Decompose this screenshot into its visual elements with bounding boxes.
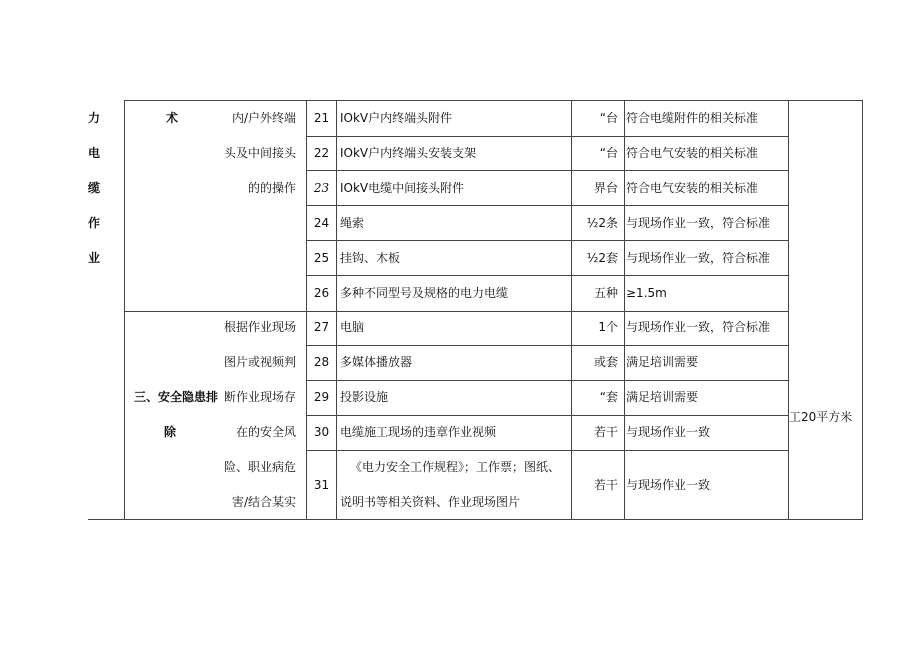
row-number: 23 (313, 181, 330, 195)
section2-task-line: 害/结合某实 (231, 495, 296, 509)
section2-category-line: 除 (163, 425, 176, 439)
row-divider (306, 205, 788, 206)
item-requirement: 与现场作业一致，符合标准 (626, 216, 771, 230)
row-divider (306, 380, 788, 381)
row-number: 25 (313, 251, 330, 265)
row-divider (306, 170, 788, 171)
col-border (124, 100, 125, 520)
row-divider (306, 275, 788, 276)
left-label-char: 力 (87, 111, 100, 125)
item-quantity: 若干 (593, 478, 618, 492)
item-name: 绳索 (340, 216, 365, 230)
col-border (306, 100, 307, 520)
item-quantity: “台 (599, 146, 618, 160)
row-divider (306, 345, 788, 346)
item-requirement: 符合电缆附件的相关标准 (626, 111, 759, 125)
item-requirement: 符合电气安装的相关标准 (626, 181, 759, 195)
item-quantity: 若干 (593, 425, 618, 439)
item-requirement: 与现场作业一致 (626, 478, 711, 492)
row-number: 27 (313, 320, 330, 334)
item-requirement: ≥1.5m (626, 286, 667, 300)
item-quantity: 或套 (593, 355, 618, 369)
section2-category-line: 三、安全隐患排 (133, 390, 218, 404)
item-name: 多媒体播放器 (340, 355, 413, 369)
item-requirement: 与现场作业一致，符合标准 (626, 320, 771, 334)
item-name: 挂钩、木板 (340, 251, 401, 265)
item-quantity: 五种 (593, 286, 618, 300)
item-quantity: ½2条 (586, 216, 618, 230)
section1-category: 术 (165, 111, 178, 125)
item-name-line: 说明书等相关资料、作业现场图片 (340, 495, 521, 509)
item-requirement: 满足培训需要 (626, 355, 699, 369)
row-divider (306, 450, 788, 451)
section2-task-line: 断作业现场存 (223, 390, 296, 404)
row-divider (306, 240, 788, 241)
item-name: IOkV户内终端头附件 (340, 111, 453, 125)
section1-task-line: 的的操作 (247, 181, 296, 195)
section2-task-line: 图片或视频判 (223, 355, 296, 369)
item-quantity: 1个 (598, 320, 618, 334)
col-border (624, 100, 625, 520)
table-top-border (124, 100, 862, 101)
item-name-line: 《电力安全工作规程》；工作票；图纸、 (350, 460, 561, 474)
row-divider (306, 136, 788, 137)
col-border (336, 100, 337, 520)
left-label-char: 电 (87, 146, 100, 160)
item-name: 多种不同型号及规格的电力电缆 (340, 286, 509, 300)
item-requirement: 满足培训需要 (626, 390, 699, 404)
item-requirement: 与现场作业一致 (626, 425, 711, 439)
row-number: 24 (313, 216, 330, 230)
row-number: 26 (313, 286, 330, 300)
item-quantity: 界台 (593, 181, 618, 195)
col-border (788, 100, 789, 520)
section-divider (124, 311, 788, 312)
left-label-char: 业 (87, 251, 100, 265)
left-label-char: 作 (87, 216, 100, 230)
section2-task-line: 在的安全风 (235, 425, 296, 439)
item-name: 电脑 (340, 320, 365, 334)
area-note: 工20平方米 (789, 410, 853, 424)
col-border (862, 100, 863, 520)
item-name: 电缆施工现场的违章作业视频 (340, 425, 497, 439)
row-number: 21 (313, 111, 330, 125)
row-number: 29 (313, 390, 330, 404)
row-number: 22 (313, 146, 330, 160)
item-name: IOkV户内终端头安装支架 (340, 146, 477, 160)
section1-task-line: 内/户外终端 (231, 111, 296, 125)
item-requirement: 与现场作业一致，符合标准 (626, 251, 771, 265)
item-quantity: “套 (599, 390, 618, 404)
section2-task-line: 根据作业现场 (223, 320, 296, 334)
col-border (571, 100, 572, 520)
item-name: 投影设施 (340, 390, 389, 404)
left-label-char: 缆 (87, 181, 100, 195)
item-quantity: ½2套 (586, 251, 618, 265)
row-number: 30 (313, 425, 330, 439)
row-number: 28 (313, 355, 330, 369)
item-requirement: 符合电气安装的相关标准 (626, 146, 759, 160)
row-number: 31 (313, 478, 330, 492)
row-divider (306, 415, 788, 416)
section1-task-line: 头及中间接头 (223, 146, 296, 160)
item-name: IOkV电缆中间接头附件 (340, 181, 465, 195)
item-quantity: “台 (599, 111, 618, 125)
section2-task-line: 险、职业病危 (223, 460, 296, 474)
table-bottom-border (88, 519, 862, 520)
